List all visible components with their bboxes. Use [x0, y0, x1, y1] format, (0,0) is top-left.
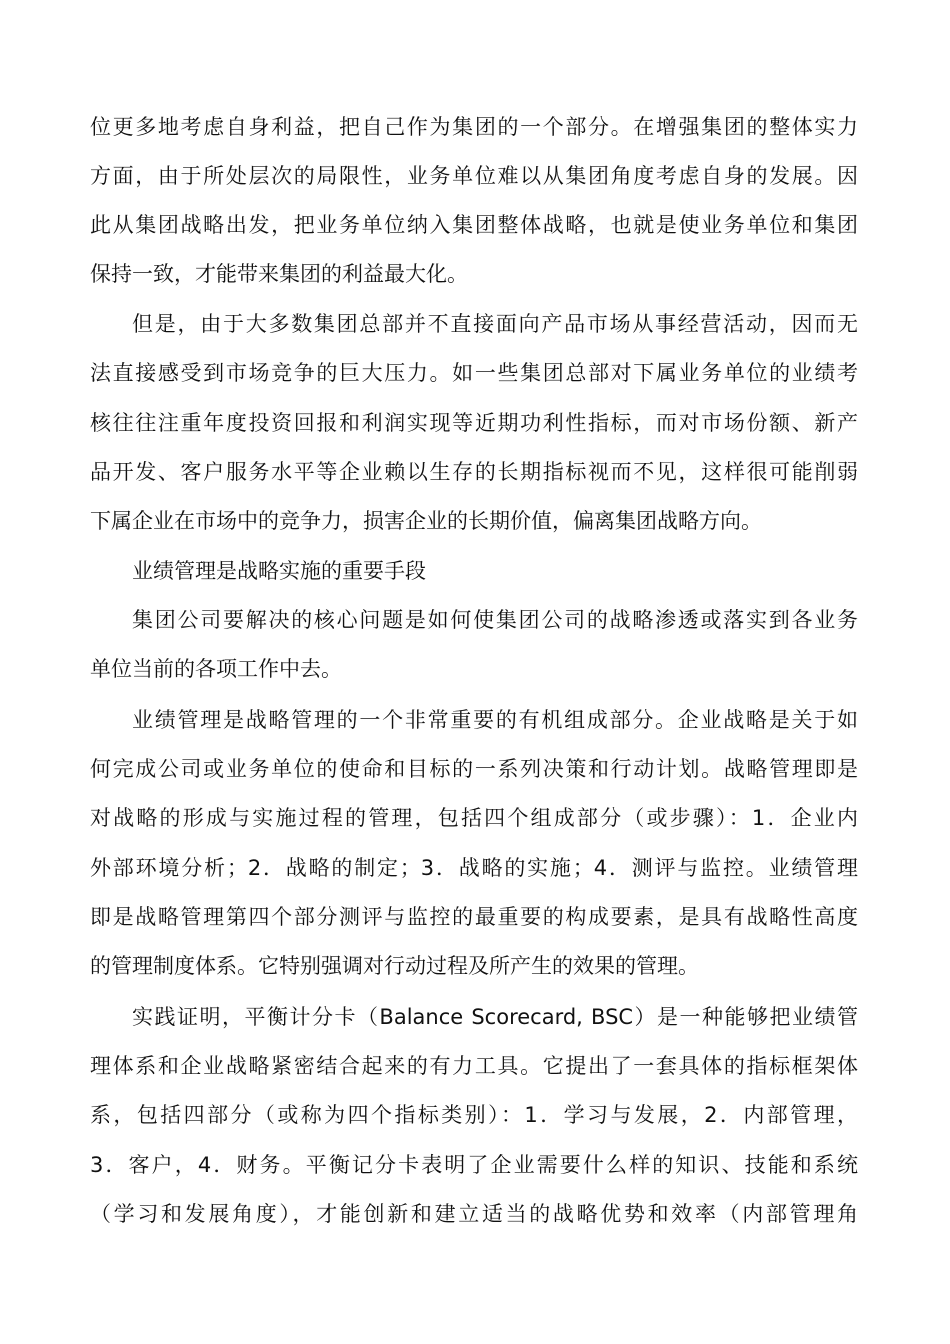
section-heading: 业绩管理是战略实施的重要手段	[132, 559, 426, 583]
text-line: 保持一致，才能带来集团的利益最大化。	[90, 262, 468, 286]
text-line: 系，包括四部分（或称为四个指标类别）：1．学习与发展，2．内部管理，	[90, 1103, 858, 1127]
text-line: 方面，由于所处层次的局限性，业务单位难以从集团角度考虑自身的发展。因	[90, 164, 858, 188]
text-line: 集团公司要解决的核心问题是如何使集团公司的战略渗透或落实到各业务	[132, 608, 858, 632]
text-line: 下属企业在市场中的竞争力，损害企业的长期价值，偏离集团战略方向。	[90, 509, 762, 533]
text-line: 业绩管理是战略管理的一个非常重要的有机组成部分。企业战略是关于如	[132, 708, 858, 732]
text-line: 单位当前的各项工作中去。	[90, 657, 342, 681]
text-line: 即是战略管理第四个部分测评与监控的最重要的构成要素，是具有战略性高度	[90, 905, 858, 929]
text-line: 品开发、客户服务水平等企业赖以生存的长期指标视而不见，这样很可能削弱	[90, 460, 858, 484]
text-line: 何完成公司或业务单位的使命和目标的一系列决策和行动计划。战略管理即是	[90, 757, 858, 781]
text-line: 外部环境分析；2．战略的制定；3．战略的实施；4．测评与监控。业绩管理	[90, 856, 858, 880]
text-line: 实践证明，平衡计分卡（Balance Scorecard, BSC）是一种能够把业绩管	[132, 1005, 858, 1029]
text-line: 但是，由于大多数集团总部并不直接面向产品市场从事经营活动，因而无	[132, 312, 858, 336]
text-line: 的管理制度体系。它特别强调对行动过程及所产生的效果的管理。	[90, 954, 699, 978]
text-line: 理体系和企业战略紧密结合起来的有力工具。它提出了一套具体的指标框架体	[90, 1054, 858, 1078]
text-line: 位更多地考虑自身利益，把自己作为集团的一个部分。在增强集团的整体实力	[90, 115, 858, 139]
text-line: 此从集团战略出发，把业务单位纳入集团整体战略，也就是使业务单位和集团	[90, 213, 858, 237]
text-line: 3．客户，4．财务。平衡记分卡表明了企业需要什么样的知识、技能和系统	[90, 1153, 858, 1177]
text-line: 对战略的形成与实施过程的管理，包括四个组成部分（或步骤）：1．企业内	[90, 806, 858, 830]
text-line: （学习和发展角度），才能创新和建立适当的战略优势和效率（内部管理角	[90, 1202, 858, 1226]
text-line: 法直接感受到市场竞争的巨大压力。如一些集团总部对下属业务单位的业绩考	[90, 361, 858, 385]
text-line: 核往往注重年度投资回报和利润实现等近期功利性指标，而对市场份额、新产	[90, 411, 858, 435]
